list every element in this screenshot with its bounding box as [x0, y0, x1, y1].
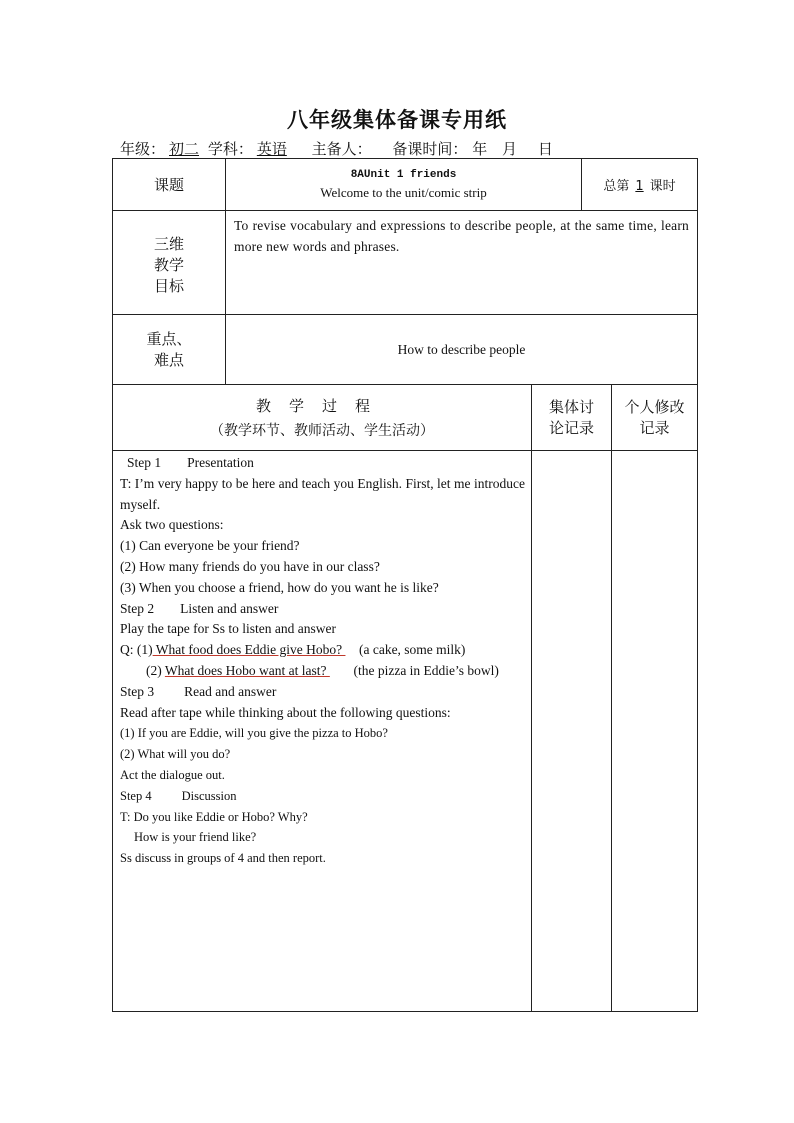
- step2-q1-answer: (a cake, some milk): [358, 642, 466, 658]
- step2-q2-answer: (the pizza in Eddie’s bowl): [353, 662, 499, 678]
- step1-q1: (1) Can everyone be your friend?: [120, 538, 300, 554]
- step3-title: Step 3 Read and answer: [120, 683, 277, 699]
- topic-label: 课题: [113, 159, 226, 211]
- process-body-row: [113, 451, 698, 1012]
- grade-value: 初二: [169, 140, 200, 158]
- focus-row: [113, 315, 698, 385]
- year-label: 年: [472, 140, 488, 158]
- process-header-row: [113, 385, 698, 451]
- page-title: 八年级集体备课专用纸: [287, 108, 507, 132]
- step2-q2-question: What does Hobo want at last?: [164, 662, 330, 678]
- step4-teacher: T: Do you like Eddie or Hobo? Why?: [120, 809, 308, 824]
- process-subtitle: （教学环节、教师活动、学生活动）: [210, 423, 434, 439]
- step1-q3: (3) When you choose a friend, how do you want he is like?: [120, 579, 439, 595]
- goals-text: To revise vocabulary and expressions to describe people, at the same time, learn more new words and phrases.: [226, 211, 698, 315]
- subject-value: 英语: [256, 140, 287, 158]
- subject-label: 学科：: [207, 140, 253, 158]
- step2-play: Play the tape for Ss to listen and answer: [120, 621, 336, 637]
- lesson-plan-table: [112, 158, 698, 1012]
- group-record-cell[interactable]: [532, 451, 612, 1012]
- teaching-steps: [113, 451, 532, 1012]
- day-label: 日: [537, 140, 553, 158]
- step3-q1: (1) If you are Eddie, will you give the pizza to Hobo?: [120, 726, 388, 741]
- step3-q2: (2) What will you do?: [120, 747, 231, 762]
- step3-read: Read after tape while thinking about the following questions:: [120, 704, 451, 720]
- grade-label: 年级：: [120, 140, 166, 158]
- month-label: 月: [502, 140, 518, 158]
- step1-ask: Ask two questions:: [120, 517, 224, 533]
- step2-title: Step 2 Listen and answer: [120, 600, 279, 616]
- step4-title: Step 4 Discussion: [120, 788, 237, 803]
- goals-label: 三维 教学 目标: [113, 211, 226, 315]
- topic-row: [113, 159, 698, 211]
- group-record-header: 集体讨 论记录: [532, 385, 612, 451]
- step4-students: Ss discuss in groups of 4 and then report.: [120, 851, 326, 866]
- total-lesson-value: 1: [635, 179, 644, 194]
- step3-act: Act the dialogue out.: [120, 767, 225, 782]
- process-title: 教学过程: [255, 397, 388, 415]
- unit-name: 8AUnit 1 friends: [350, 168, 457, 181]
- personal-record-cell[interactable]: [612, 451, 698, 1012]
- time-label: 备课时间：: [392, 140, 468, 158]
- total-lesson-count: 总第 1 课时: [582, 159, 698, 211]
- topic-content: [226, 159, 582, 211]
- step2-q1-question: What food does Eddie give Hobo?: [152, 642, 346, 658]
- step1-q2: (2) How many friends do you have in our class?: [120, 558, 380, 574]
- unit-subtitle: Welcome to the unit/comic strip: [320, 184, 487, 200]
- step1-teacher: T: I’m very happy to be here and teach you English. First, let me introduce myself.: [120, 475, 525, 512]
- focus-label: 重点、 难点: [113, 315, 226, 385]
- step1-title: Step 1 Presentation: [127, 455, 254, 470]
- process-header: [113, 385, 532, 451]
- header-meta: [120, 138, 553, 159]
- preparer-label: 主备人：: [311, 140, 372, 158]
- goals-row: [113, 211, 698, 315]
- step2-q1: Q: (1) What food does Eddie give Hobo? (a cake, some milk): [120, 642, 466, 658]
- focus-text: How to describe people: [226, 315, 698, 385]
- personal-record-header: 个人修改 记录: [612, 385, 698, 451]
- step2-q2: (2) What does Hobo want at last? (the pizza in Eddie’s bowl): [146, 662, 499, 678]
- step4-teacher-2: How is your friend like?: [134, 830, 257, 845]
